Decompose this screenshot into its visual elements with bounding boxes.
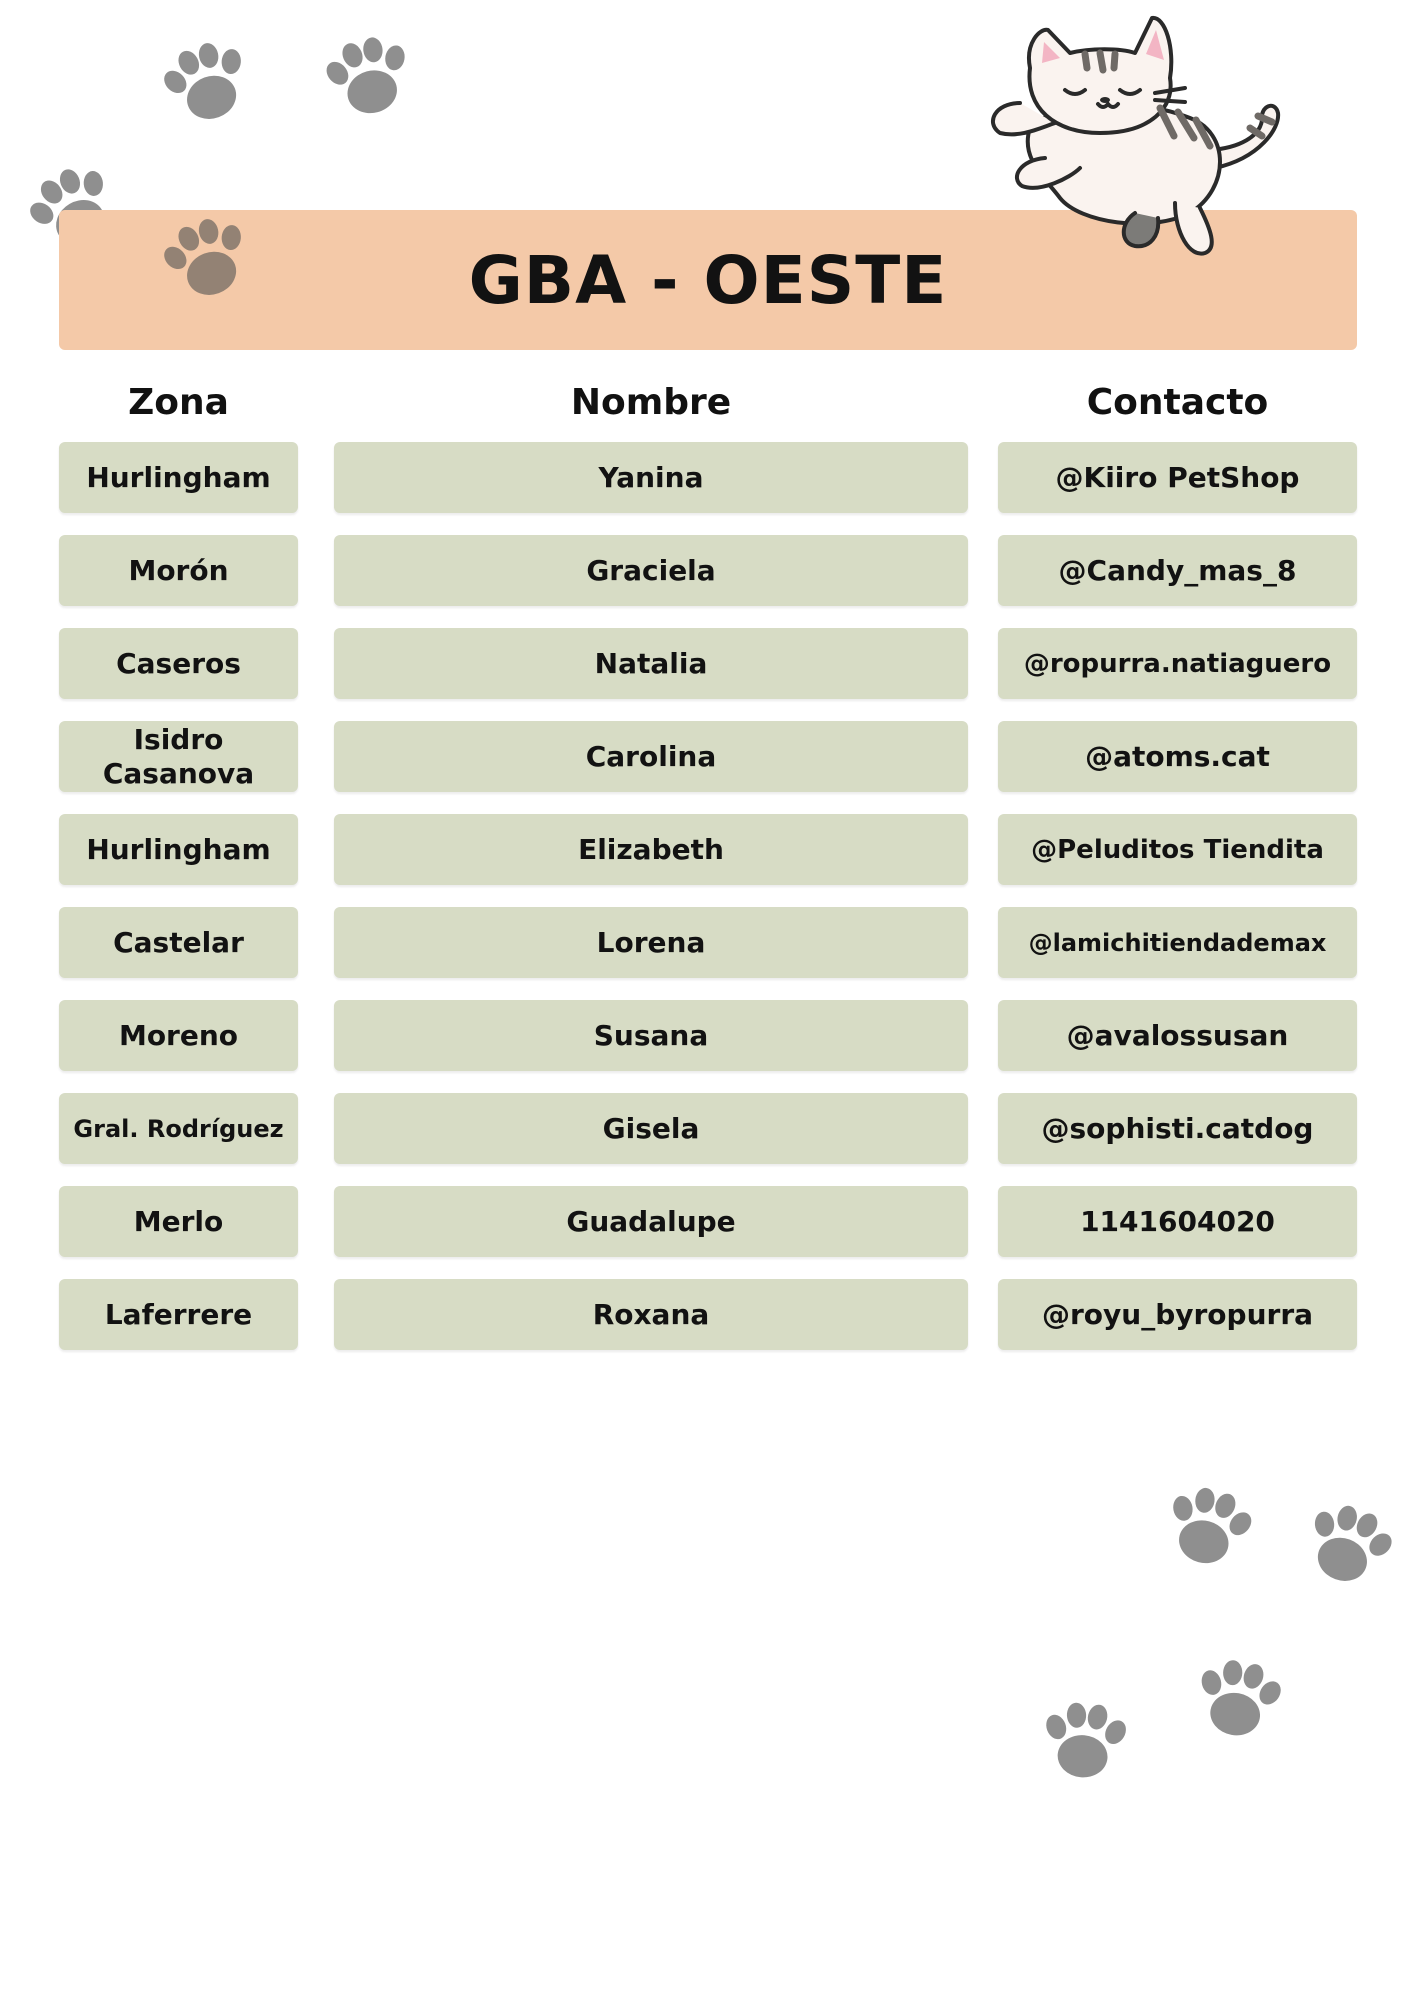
table-row — [0, 442, 1414, 513]
sleeping-cat-illustration — [960, 8, 1300, 278]
table-row — [0, 1186, 1414, 1257]
nombre-cell: Elizabeth — [334, 814, 968, 885]
paw-print-icon — [310, 19, 427, 133]
zona-cell: Laferrere — [59, 1279, 298, 1350]
nombre-cell: Yanina — [334, 442, 968, 513]
table-row — [0, 535, 1414, 606]
paw-print-icon — [1150, 1469, 1267, 1583]
nombre-cell: Susana — [334, 1000, 968, 1071]
table-row — [0, 1000, 1414, 1071]
table-row — [0, 814, 1414, 885]
contacts-table — [0, 442, 1414, 1372]
contacto-cell: 1141604020 — [998, 1186, 1357, 1257]
column-header-zona: Zona — [128, 382, 229, 423]
column-header-nombre: Nombre — [570, 382, 732, 423]
paw-print-icon — [1183, 1644, 1294, 1751]
zona-cell: Morón — [59, 535, 298, 606]
table-row — [0, 1279, 1414, 1350]
zona-cell: Isidro Casanova — [59, 721, 298, 792]
contacto-cell: @Kiiro PetShop — [998, 442, 1357, 513]
table-row — [0, 721, 1414, 792]
contacto-cell: @sophisti.catdog — [998, 1093, 1357, 1164]
page-title: GBA - OESTE — [468, 241, 948, 319]
zona-cell: Castelar — [59, 907, 298, 978]
contacto-cell: @atoms.cat — [998, 721, 1357, 792]
table-row — [0, 628, 1414, 699]
contacto-cell: @lamichitiendademax — [998, 907, 1357, 978]
nombre-cell: Roxana — [334, 1279, 968, 1350]
zona-cell: Hurlingham — [59, 442, 298, 513]
nombre-cell: Lorena — [334, 907, 968, 978]
contacto-cell: @royu_byropurra — [998, 1279, 1357, 1350]
paw-print-icon — [1287, 1484, 1409, 1603]
nombre-cell: Carolina — [334, 721, 968, 792]
contacto-cell: @avalossusan — [998, 1000, 1357, 1071]
column-header-contacto: Contacto — [1086, 382, 1269, 423]
zona-cell: Caseros — [59, 628, 298, 699]
contacto-cell: @ropurra.natiaguero — [998, 628, 1357, 699]
nombre-cell: Gisela — [334, 1093, 968, 1164]
table-row — [0, 907, 1414, 978]
zona-cell: Merlo — [59, 1186, 298, 1257]
table-row — [0, 1093, 1414, 1164]
zona-cell: Hurlingham — [59, 814, 298, 885]
zona-cell: Moreno — [59, 1000, 298, 1071]
paw-print-icon — [1032, 1690, 1136, 1790]
contacto-cell: @Candy_mas_8 — [998, 535, 1357, 606]
paw-print-icon — [145, 22, 267, 141]
nombre-cell: Guadalupe — [334, 1186, 968, 1257]
nombre-cell: Graciela — [334, 535, 968, 606]
nombre-cell: Natalia — [334, 628, 968, 699]
contacto-cell: @Peluditos Tiendita — [998, 814, 1357, 885]
zona-cell: Gral. Rodríguez — [59, 1093, 298, 1164]
